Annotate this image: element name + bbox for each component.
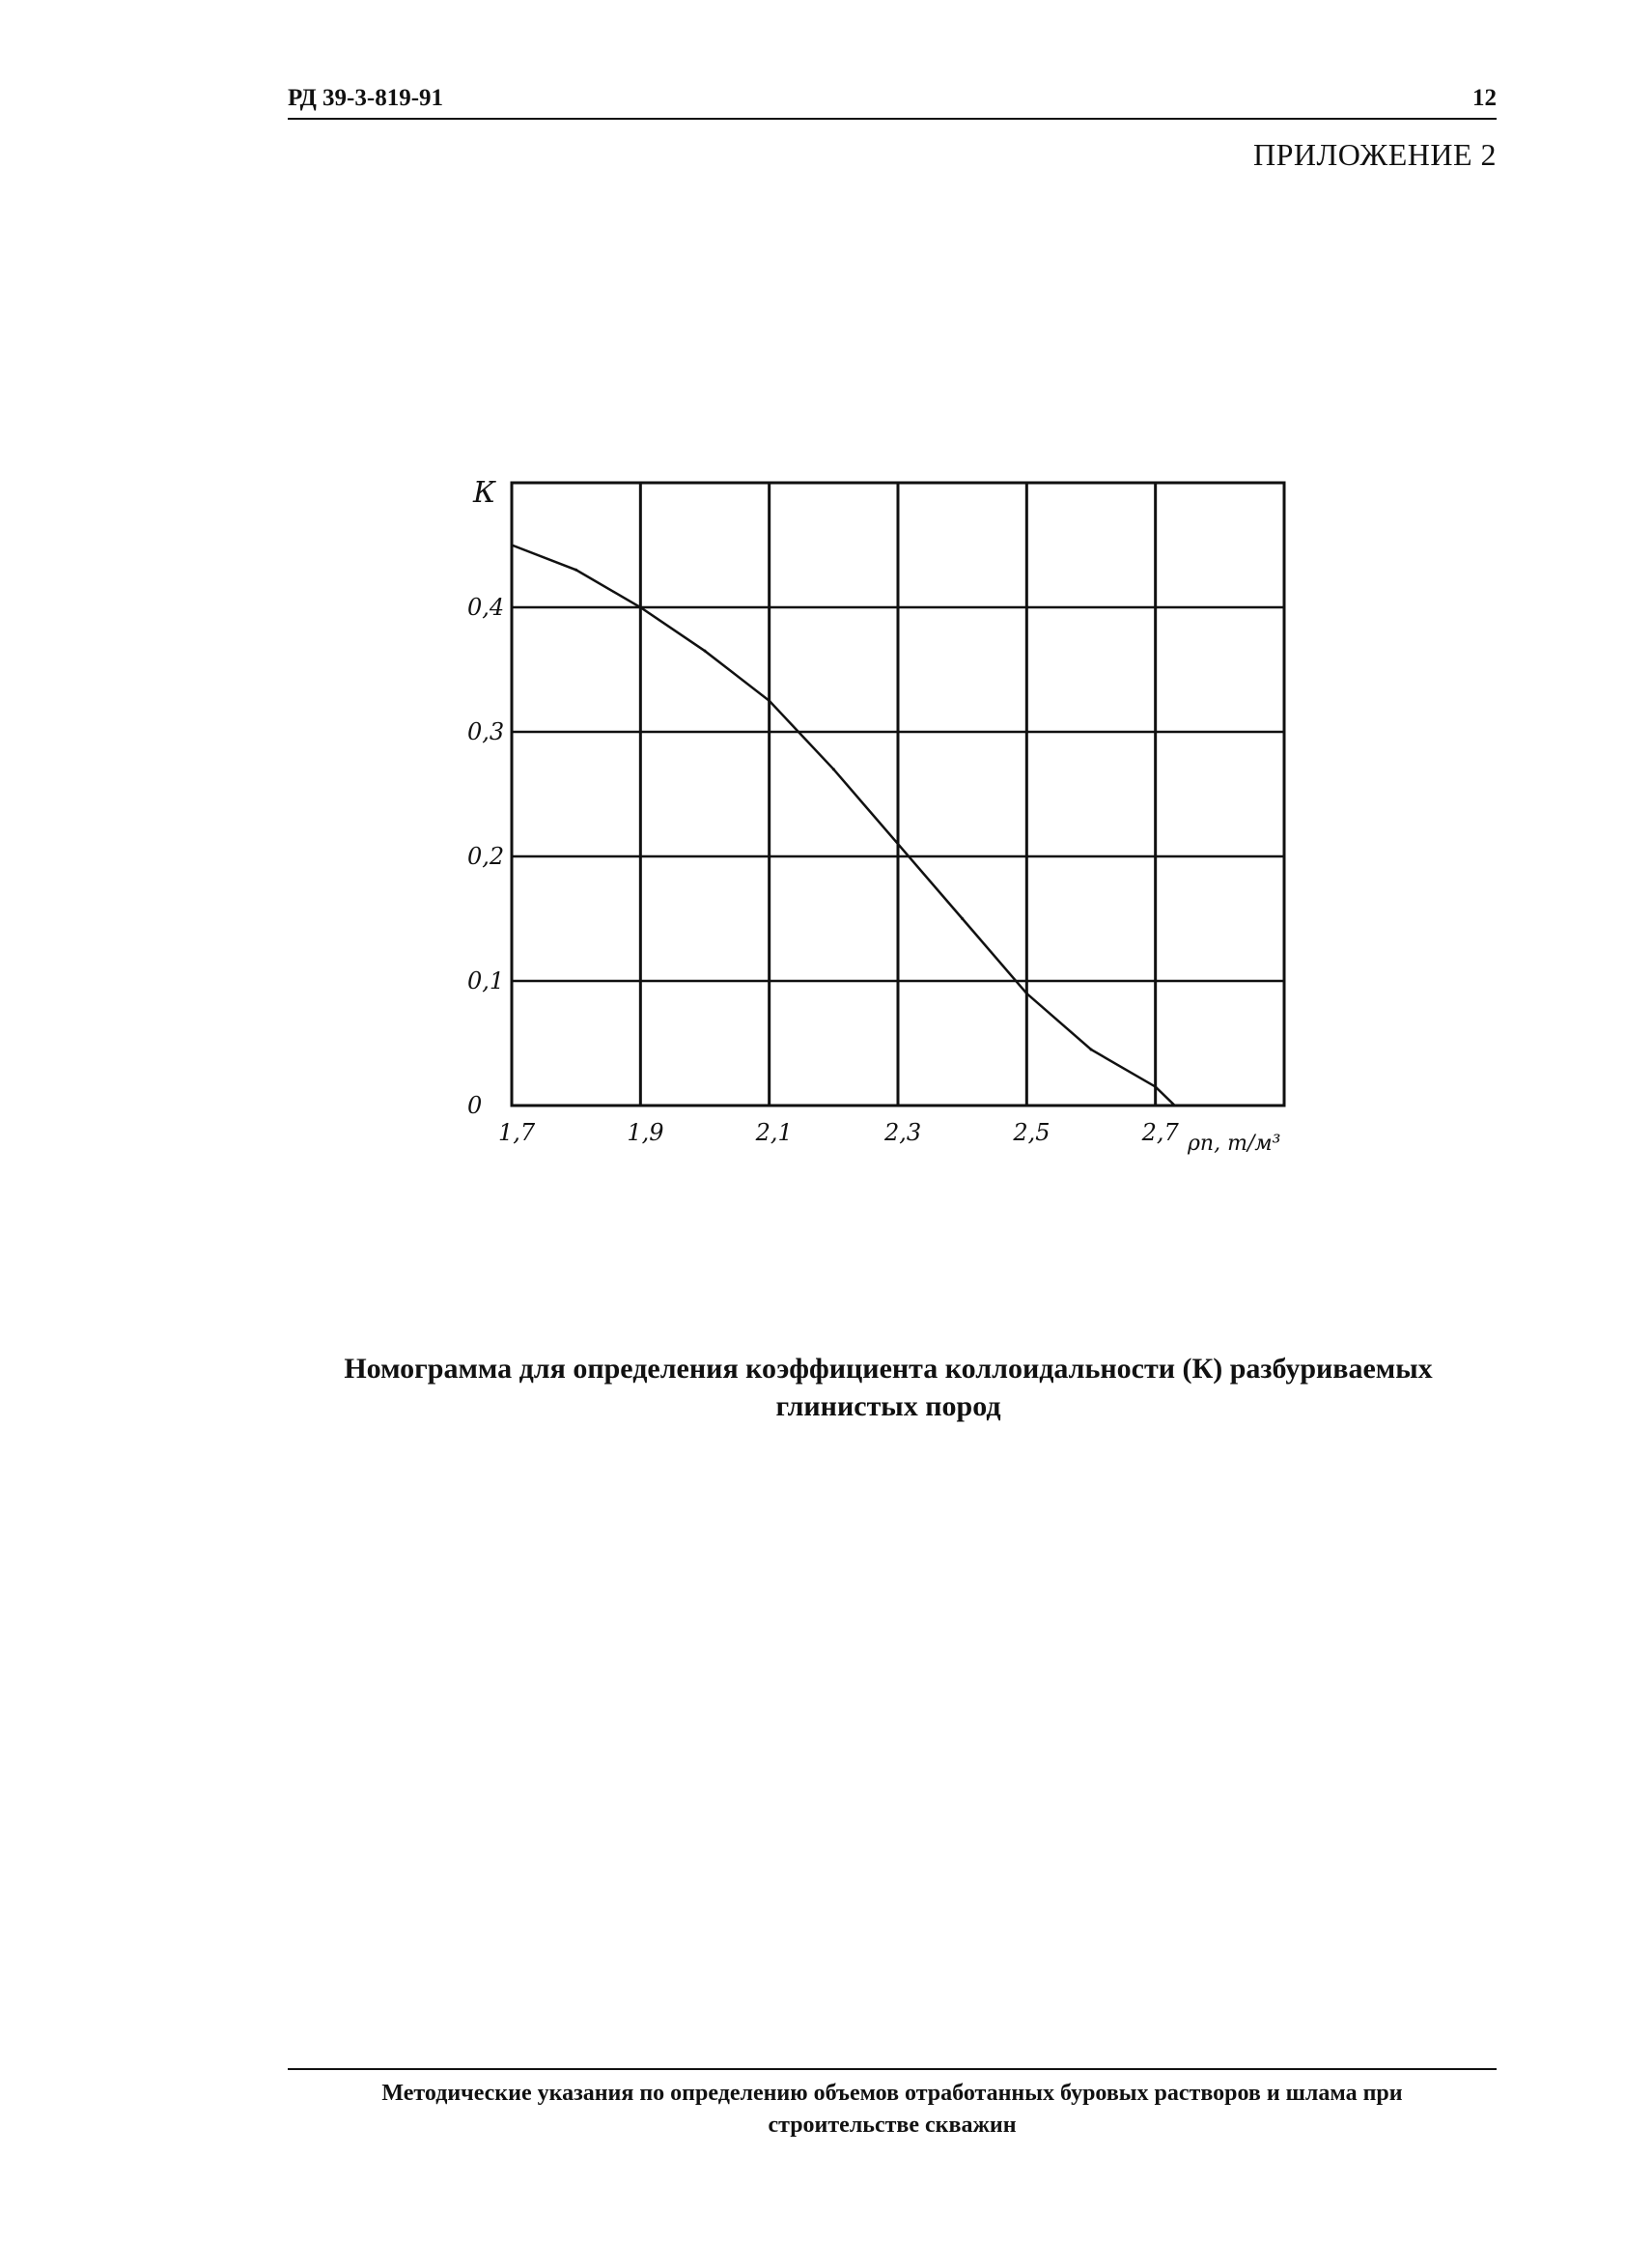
- page-header: [288, 79, 1497, 120]
- footer-line: Методические указания по определению объемов отработанных буровых растворов и шлама при: [381, 2081, 1403, 2106]
- data-point: [639, 606, 642, 609]
- data-point: [1025, 992, 1028, 994]
- footer-line: строительстве скважин: [768, 2113, 1017, 2138]
- document-code: РД 39-3-819-91: [288, 85, 444, 111]
- x-tick-label: 2,3: [884, 1119, 922, 1146]
- caption-line: Номограмма для определения коэффициента коллоидальности (К) разбуриваемых: [344, 1353, 1433, 1385]
- data-series-line: [512, 546, 1175, 1106]
- x-tick-label: 2,1: [755, 1119, 793, 1146]
- data-point: [704, 650, 707, 653]
- data-point: [897, 843, 900, 846]
- x-axis-title: ρп, т/м³: [1188, 1132, 1281, 1156]
- data-point: [511, 544, 514, 546]
- page-footer: [288, 2068, 1497, 2142]
- appendix-label: ПРИЛОЖЕНИЕ 2: [1252, 137, 1497, 172]
- caption-line: глинистых пород: [775, 1390, 1001, 1422]
- x-tick-label: 2,5: [1013, 1119, 1051, 1146]
- y-tick-label: 0,4: [467, 594, 505, 621]
- x-tick-label: 1,9: [627, 1119, 664, 1146]
- data-point: [961, 917, 964, 920]
- x-tick-label: 1,7: [498, 1119, 536, 1146]
- page-number: 12: [1472, 85, 1497, 111]
- data-point: [768, 699, 770, 702]
- data-point: [1090, 1048, 1093, 1050]
- y-tick-label: 0,2: [467, 843, 505, 870]
- y-axis-title: К: [473, 476, 496, 510]
- y-tick-label: 0: [467, 1092, 483, 1119]
- x-tick-label: 2,7: [1141, 1119, 1179, 1146]
- nomogram-chart: [454, 463, 1303, 1197]
- data-point: [1154, 1085, 1157, 1088]
- y-tick-label: 0,1: [467, 967, 505, 994]
- chart-svg: [454, 463, 1303, 1197]
- data-point: [1173, 1105, 1176, 1107]
- figure-caption: [280, 1350, 1497, 1425]
- y-tick-label: 0,3: [467, 718, 505, 745]
- data-point: [574, 569, 577, 572]
- data-point: [832, 768, 835, 770]
